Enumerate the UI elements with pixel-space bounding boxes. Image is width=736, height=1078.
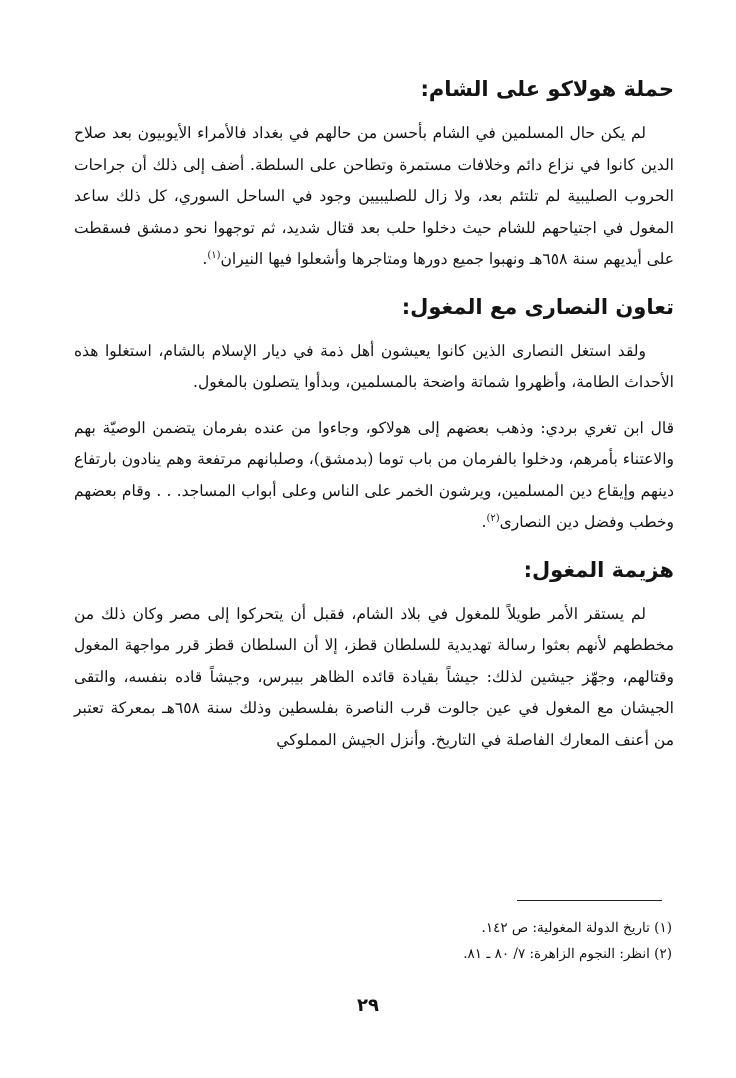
section-heading: حملة هولاكو على الشام: xyxy=(420,77,674,101)
paragraph xyxy=(74,336,674,399)
page-body xyxy=(74,72,674,756)
section-mongol-defeat xyxy=(74,553,674,757)
footnote: (٢) انظر: النجوم الزاهرة: ٧/ ٨٠ ـ ٨١. xyxy=(463,946,672,962)
footnote: (١) تاريخ الدولة المغولية: ص ١٤٢. xyxy=(481,920,672,936)
section-heading: هزيمة المغول: xyxy=(523,557,674,582)
section-christians-cooperation xyxy=(74,290,674,539)
paragraph-text: لم يستقر الأمر طويلاً للمغول في بلاد الشام، فقبل أن يتحركوا إلى مصر وكان ذلك من مخططهم لأنهم بعثوا رسالة تهديدية للسلطان قطز، إلا أن السلطان قطز قرر مواجهة المغول وقتالهم، وجهّز جيشين لذلك: جيشاً بقيادة قائده الظاهر بيبرس، وجيشاً قاده بنفسه، والتقى الجيشان مع المغول في عين جالوت قرب الناصرة بفلسطين وذلك سنة ٦٥٨هـ بمعركة تعتبر من أعنف المعارك الفاصلة في التاريخ. وأنزل الجيش المملوكي xyxy=(74,604,674,749)
page-number: ٢٩ xyxy=(357,995,379,1016)
paragraph xyxy=(74,599,674,757)
section-heading: تعاون النصارى مع المغول: xyxy=(401,294,674,319)
paragraph-text: قال ابن تغري بردي: وذهب بعضهم إلى هولاكو، وجاءوا من عنده بفرمان يتضمن الوصيّة بهم والاعتناء بأمرهم، ودخلوا بالفرمان من باب توما (بدمشق)، وصلبانهم مرتفعة وهم ينادون بارتفاع دينهم وإيقاع دين المسلمين، ويرشون الخمر على الناس وعلى أبواب المساجد. . . وقام بعضهم وخطب وفضل دين النصارى xyxy=(74,418,674,531)
section-hulagu-campaign xyxy=(74,72,674,276)
paragraph-end: . xyxy=(202,250,208,268)
paragraph-text: ولقد استغل النصارى الذين كانوا يعيشون أهل ذمة في ديار الإسلام بالشام، استغلوا هذه الأحداث الطامة، وأظهروا شماتة واضحة بالمسلمين، وبدأوا يتصلون بالمغول. xyxy=(74,341,674,391)
footnote-divider xyxy=(517,900,662,901)
paragraph-end: . xyxy=(481,513,487,531)
paragraph-text: لم يكن حال المسلمين في الشام بأحسن من حالهم في بغداد فالأمراء الأيوبيون بعد صلاح الدين كانوا في نزاع دائم وخلافات مستمرة وتطاحن على السلطة. أضف إلى ذلك أن جراحات الحروب الصليبية لم تلتئم بعد، ولا زال للصليبيين وجود في الساحل السوري، كل ذلك ساعد المغول في اجتياحهم للشام حيث دخلوا حلب بعد قتال شديد، ثم توجهوا نحو دمشق فسقطت على أيديهم سنة ٦٥٨هـ ونهبوا جميع دورها ومتاجرها وأشعلوا فيها النيران xyxy=(74,124,674,268)
footnote-ref: (٢) xyxy=(486,512,500,524)
footnotes xyxy=(112,915,672,967)
footnote-ref: (١) xyxy=(207,249,221,261)
paragraph xyxy=(74,413,674,539)
paragraph xyxy=(74,118,674,276)
